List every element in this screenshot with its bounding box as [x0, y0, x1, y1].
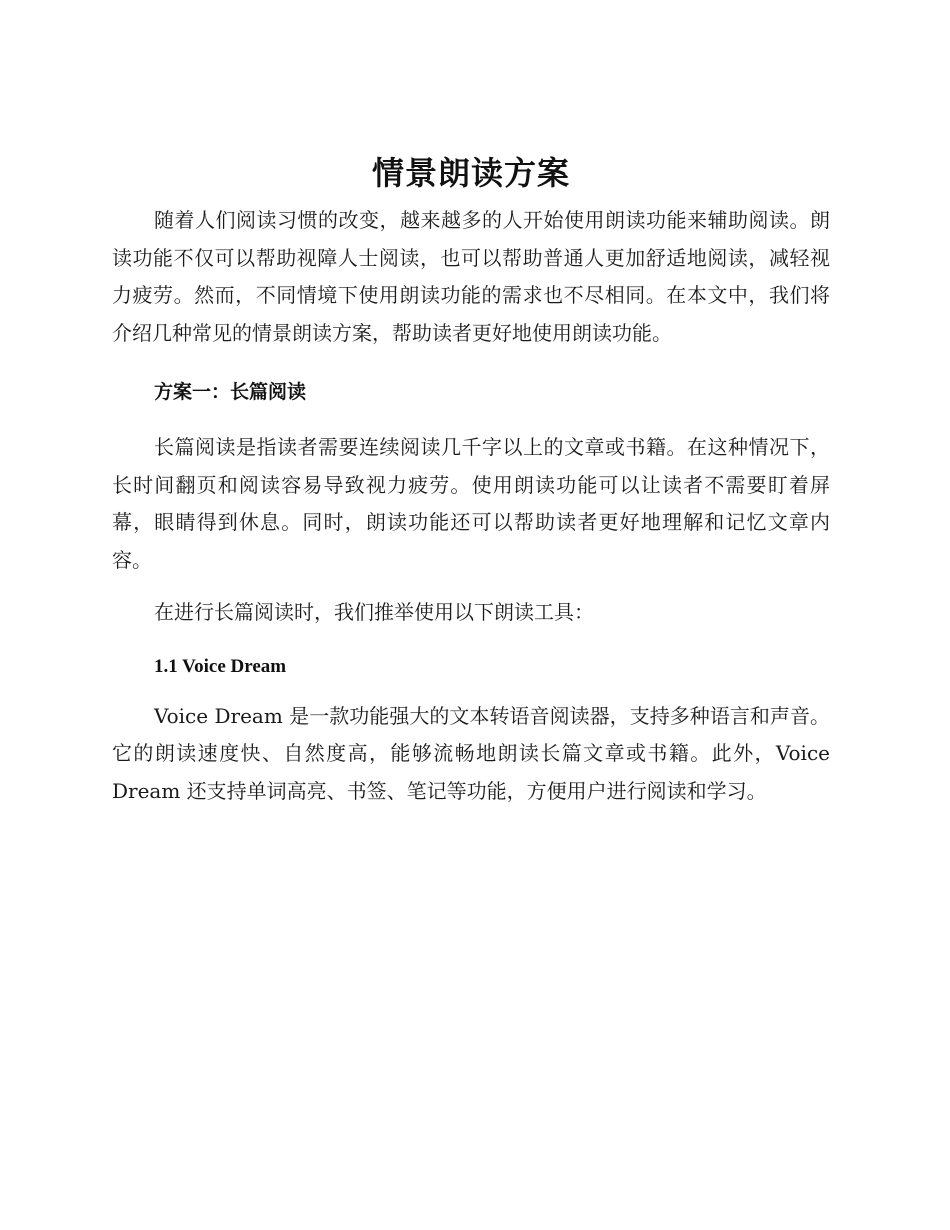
recommend-tools-paragraph: 在进行长篇阅读时，我们推举使用以下朗读工具： — [154, 600, 594, 624]
subsection-heading-voice-dream: 1.1 Voice Dream — [154, 655, 287, 677]
document-page — [112, 150, 830, 810]
long-reading-paragraph: 长篇阅读是指读者需要连续阅读几千字以上的文章或书籍。在这种情况下，长时间翻页和阅读容易导致视力疲劳。使用朗读功能可以让读者不需要盯着屏幕，眼睛得到休息。同时，朗读功能还可以帮助读者更好地理解和记忆文章内容。 — [112, 435, 830, 572]
section-heading-plan-1: 方案一：长篇阅读 — [154, 381, 307, 403]
intro-paragraph: 随着人们阅读习惯的改变，越来越多的人开始使用朗读功能来辅助阅读。朗读功能不仅可以帮助视障人士阅读，也可以帮助普通人更加舒适地阅读，减轻视力疲劳。然而，不同情境下使用朗读功能的需求也不尽相同。在本文中，我们将介绍几种常见的情景朗读方案，帮助读者更好地使用朗读功能。 — [112, 208, 830, 345]
document-title: 情景朗读方案 — [371, 154, 570, 192]
voice-dream-paragraph: Voice Dream 是一款功能强大的文本转语音阅读器，支持多种语言和声音。它的朗读速度快、自然度高，能够流畅地朗读长篇文章或书籍。此外，Voice Dream 还支持单词高亮、书签、笔记等功能，方便用户进行阅读和学习。 — [112, 703, 830, 803]
